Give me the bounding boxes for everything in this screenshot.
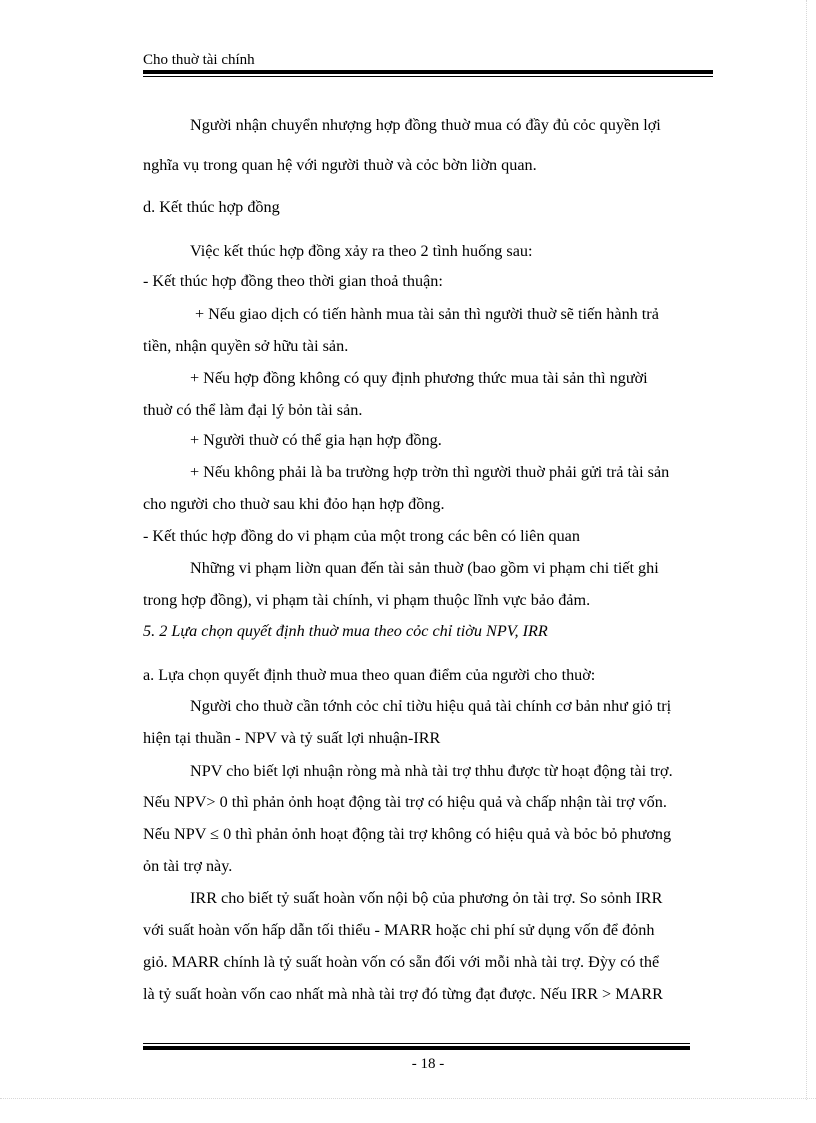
paragraph-line: là tỷ suất hoàn vốn cao nhất mà nhà tài trợ đó từng đạt được. Nếu IRR > MARR <box>143 985 663 1003</box>
section-heading-italic: 5. 2 Lựa chọn quyết định thuờ mua theo cỏc chỉ tiờu NPV, IRR <box>143 622 548 640</box>
header-rule <box>143 70 713 74</box>
paragraph-line: NPV cho biết lợi nhuận ròng mà nhà tài trợ thhu được từ hoạt động tài trợ. <box>190 762 673 780</box>
running-header: Cho thuờ tài chính <box>143 52 255 68</box>
paragraph-line: Nếu NPV ≤ 0 thì phản ỏnh hoạt động tài trợ không có hiệu quả và bỏc bỏ phương <box>143 825 672 843</box>
paragraph-line: + Nếu giao dịch có tiến hành mua tài sản thì người thuờ sẽ tiến hành trả <box>195 305 659 323</box>
footer-rule <box>143 1046 690 1050</box>
paragraph-line: + Người thuờ có thể gia hạn hợp đồng. <box>190 431 442 449</box>
paragraph-line: + Nếu không phải là ba trường hợp trờn thì người thuờ phải gửi trả tài sản <box>190 463 670 481</box>
paragraph-line: thuờ có thể làm đại lý bỏn tài sản. <box>143 401 363 419</box>
paragraph-line: ỏn tài trợ này. <box>143 857 233 875</box>
paragraph-line: Nếu NPV> 0 thì phản ỏnh hoạt động tài trợ có hiệu quả và chấp nhận tài trợ vốn. <box>143 793 667 811</box>
paragraph-line: hiện tại thuần - NPV và tỷ suất lợi nhuận-IRR <box>143 729 441 747</box>
paragraph-line: tiền, nhận quyền sở hữu tài sản. <box>143 337 349 355</box>
section-heading: d. Kết thúc hợp đồng <box>143 198 280 216</box>
paragraph-line: cho người cho thuờ sau khi đỏo hạn hợp đồng. <box>143 495 445 513</box>
paragraph-line: - Kết thúc hợp đồng do vi phạm của một trong các bên có liên quan <box>143 527 580 545</box>
page-edge-bottom <box>0 1098 816 1099</box>
paragraph-line: - Kết thúc hợp đồng theo thời gian thoả thuận: <box>143 272 443 290</box>
paragraph-line: Những vi phạm liờn quan đến tài sản thuờ (bao gồm vi phạm chi tiết ghi <box>190 559 659 577</box>
paragraph-line: trong hợp đồng), vi phạm tài chính, vi phạm thuộc lĩnh vực bảo đảm. <box>143 591 591 609</box>
paragraph-line: Người cho thuờ cần tớnh cỏc chỉ tiờu hiệu quả tài chính cơ bản như giỏ trị <box>190 697 672 715</box>
paragraph-line: giỏ. MARR chính là tỷ suất hoàn vốn có sẵn đối với mỗi nhà tài trợ. Đỳy có thể <box>143 953 660 971</box>
header-rule-thin <box>143 76 713 77</box>
paragraph-line: với suất hoàn vốn hấp dẫn tối thiểu - MARR hoặc chi phí sử dụng vốn để đỏnh <box>143 921 655 939</box>
paragraph-line: Người nhận chuyển nhượng hợp đồng thuờ mua có đầy đủ cỏc quyền lợi <box>190 116 661 134</box>
paragraph-line: + Nếu hợp đồng không có quy định phương thức mua tài sản thì người <box>190 369 648 387</box>
page-edge-right <box>806 0 807 1100</box>
footer-rule-thin <box>143 1043 690 1044</box>
paragraph-line: IRR cho biết tỷ suất hoàn vốn nội bộ của phương ỏn tài trợ. So sỏnh IRR <box>190 889 663 907</box>
paragraph-line: a. Lựa chọn quyết định thuờ mua theo quan điểm của người cho thuờ: <box>143 666 596 684</box>
paragraph-line: Việc kết thúc hợp đồng xảy ra theo 2 tình huống sau: <box>190 242 533 260</box>
paragraph-line: nghĩa vụ trong quan hệ với người thuờ và cỏc bờn liờn quan. <box>143 156 537 174</box>
page-number: - 18 - <box>411 1056 445 1072</box>
